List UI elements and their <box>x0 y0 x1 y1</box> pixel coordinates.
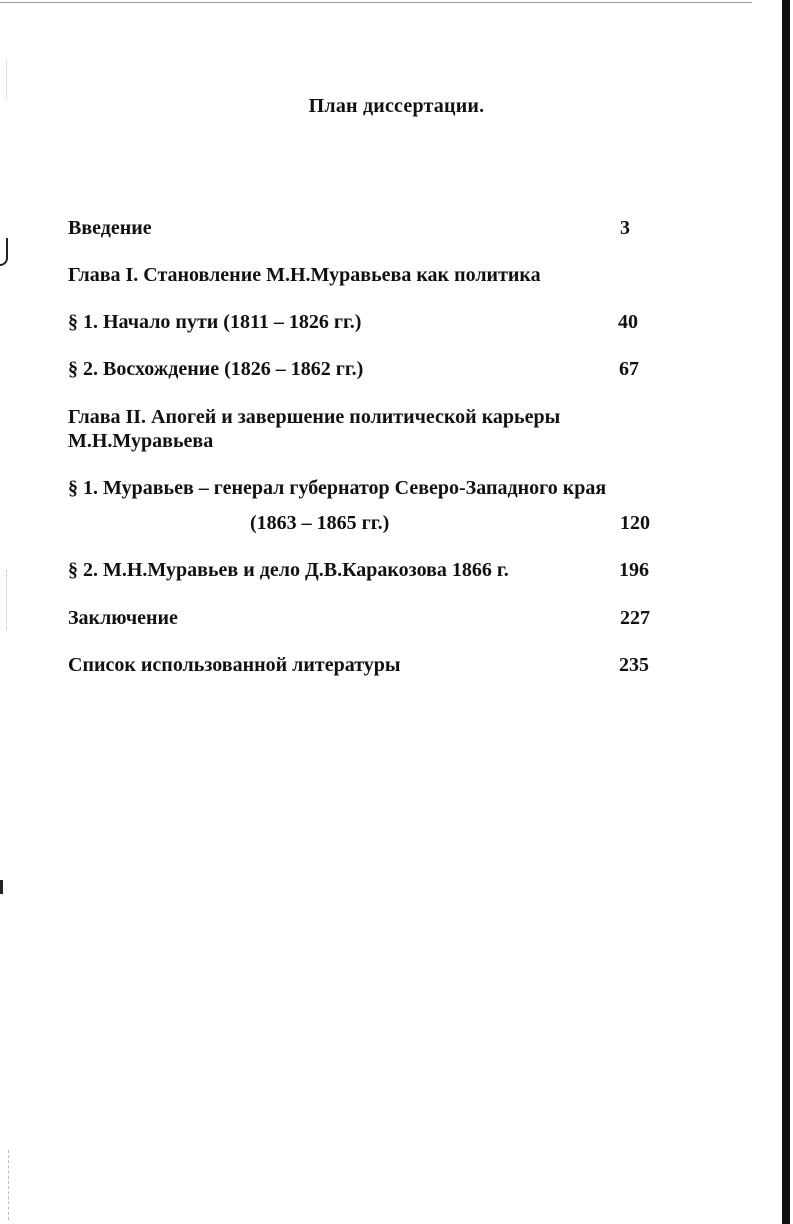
scan-mark <box>6 60 9 100</box>
toc-page-number: 227 <box>620 607 650 629</box>
toc-entry-ch2-section-1: § 1. Муравьев – генерал губернатор Северо-Западного края <box>68 477 607 499</box>
toc-entry-chapter-1: Глава I. Становление М.Н.Муравьева как политика <box>68 264 541 286</box>
scan-top-edge <box>0 2 752 3</box>
scan-mark <box>0 238 8 266</box>
toc-entry-bibliography: Список использованной литературы <box>68 654 401 676</box>
page-title: План диссертации. <box>308 95 485 117</box>
toc-entry-ch1-section-2: § 2. Восхождение (1826 – 1862 гг.) <box>68 358 364 380</box>
toc-entry-conclusion: Заключение <box>68 607 178 629</box>
toc-entry-chapter-2: Глава II. Апогей и завершение политической карьеры <box>68 406 561 428</box>
toc-entry-introduction: Введение <box>68 217 152 239</box>
toc-entry-ch1-section-1: § 1. Начало пути (1811 – 1826 гг.) <box>68 311 362 333</box>
scan-mark <box>8 1150 11 1220</box>
scan-right-edge <box>782 0 790 1224</box>
toc-page-number: 235 <box>619 654 649 676</box>
toc-entry-ch2-section-1-dates: (1863 – 1865 гг.) <box>250 512 390 534</box>
toc-entry-chapter-2-line-2: М.Н.Муравьева <box>68 430 214 452</box>
toc-page-number: 120 <box>620 512 650 534</box>
toc-page-number: 3 <box>620 217 630 239</box>
toc-page-number: 196 <box>619 559 649 581</box>
toc-page-number: 40 <box>618 311 638 333</box>
scan-mark <box>6 570 9 630</box>
scan-mark <box>0 880 7 894</box>
toc-page-number: 67 <box>619 358 639 380</box>
toc-entry-ch2-section-2: § 2. М.Н.Муравьев и дело Д.В.Каракозова 1866 г. <box>68 559 509 581</box>
